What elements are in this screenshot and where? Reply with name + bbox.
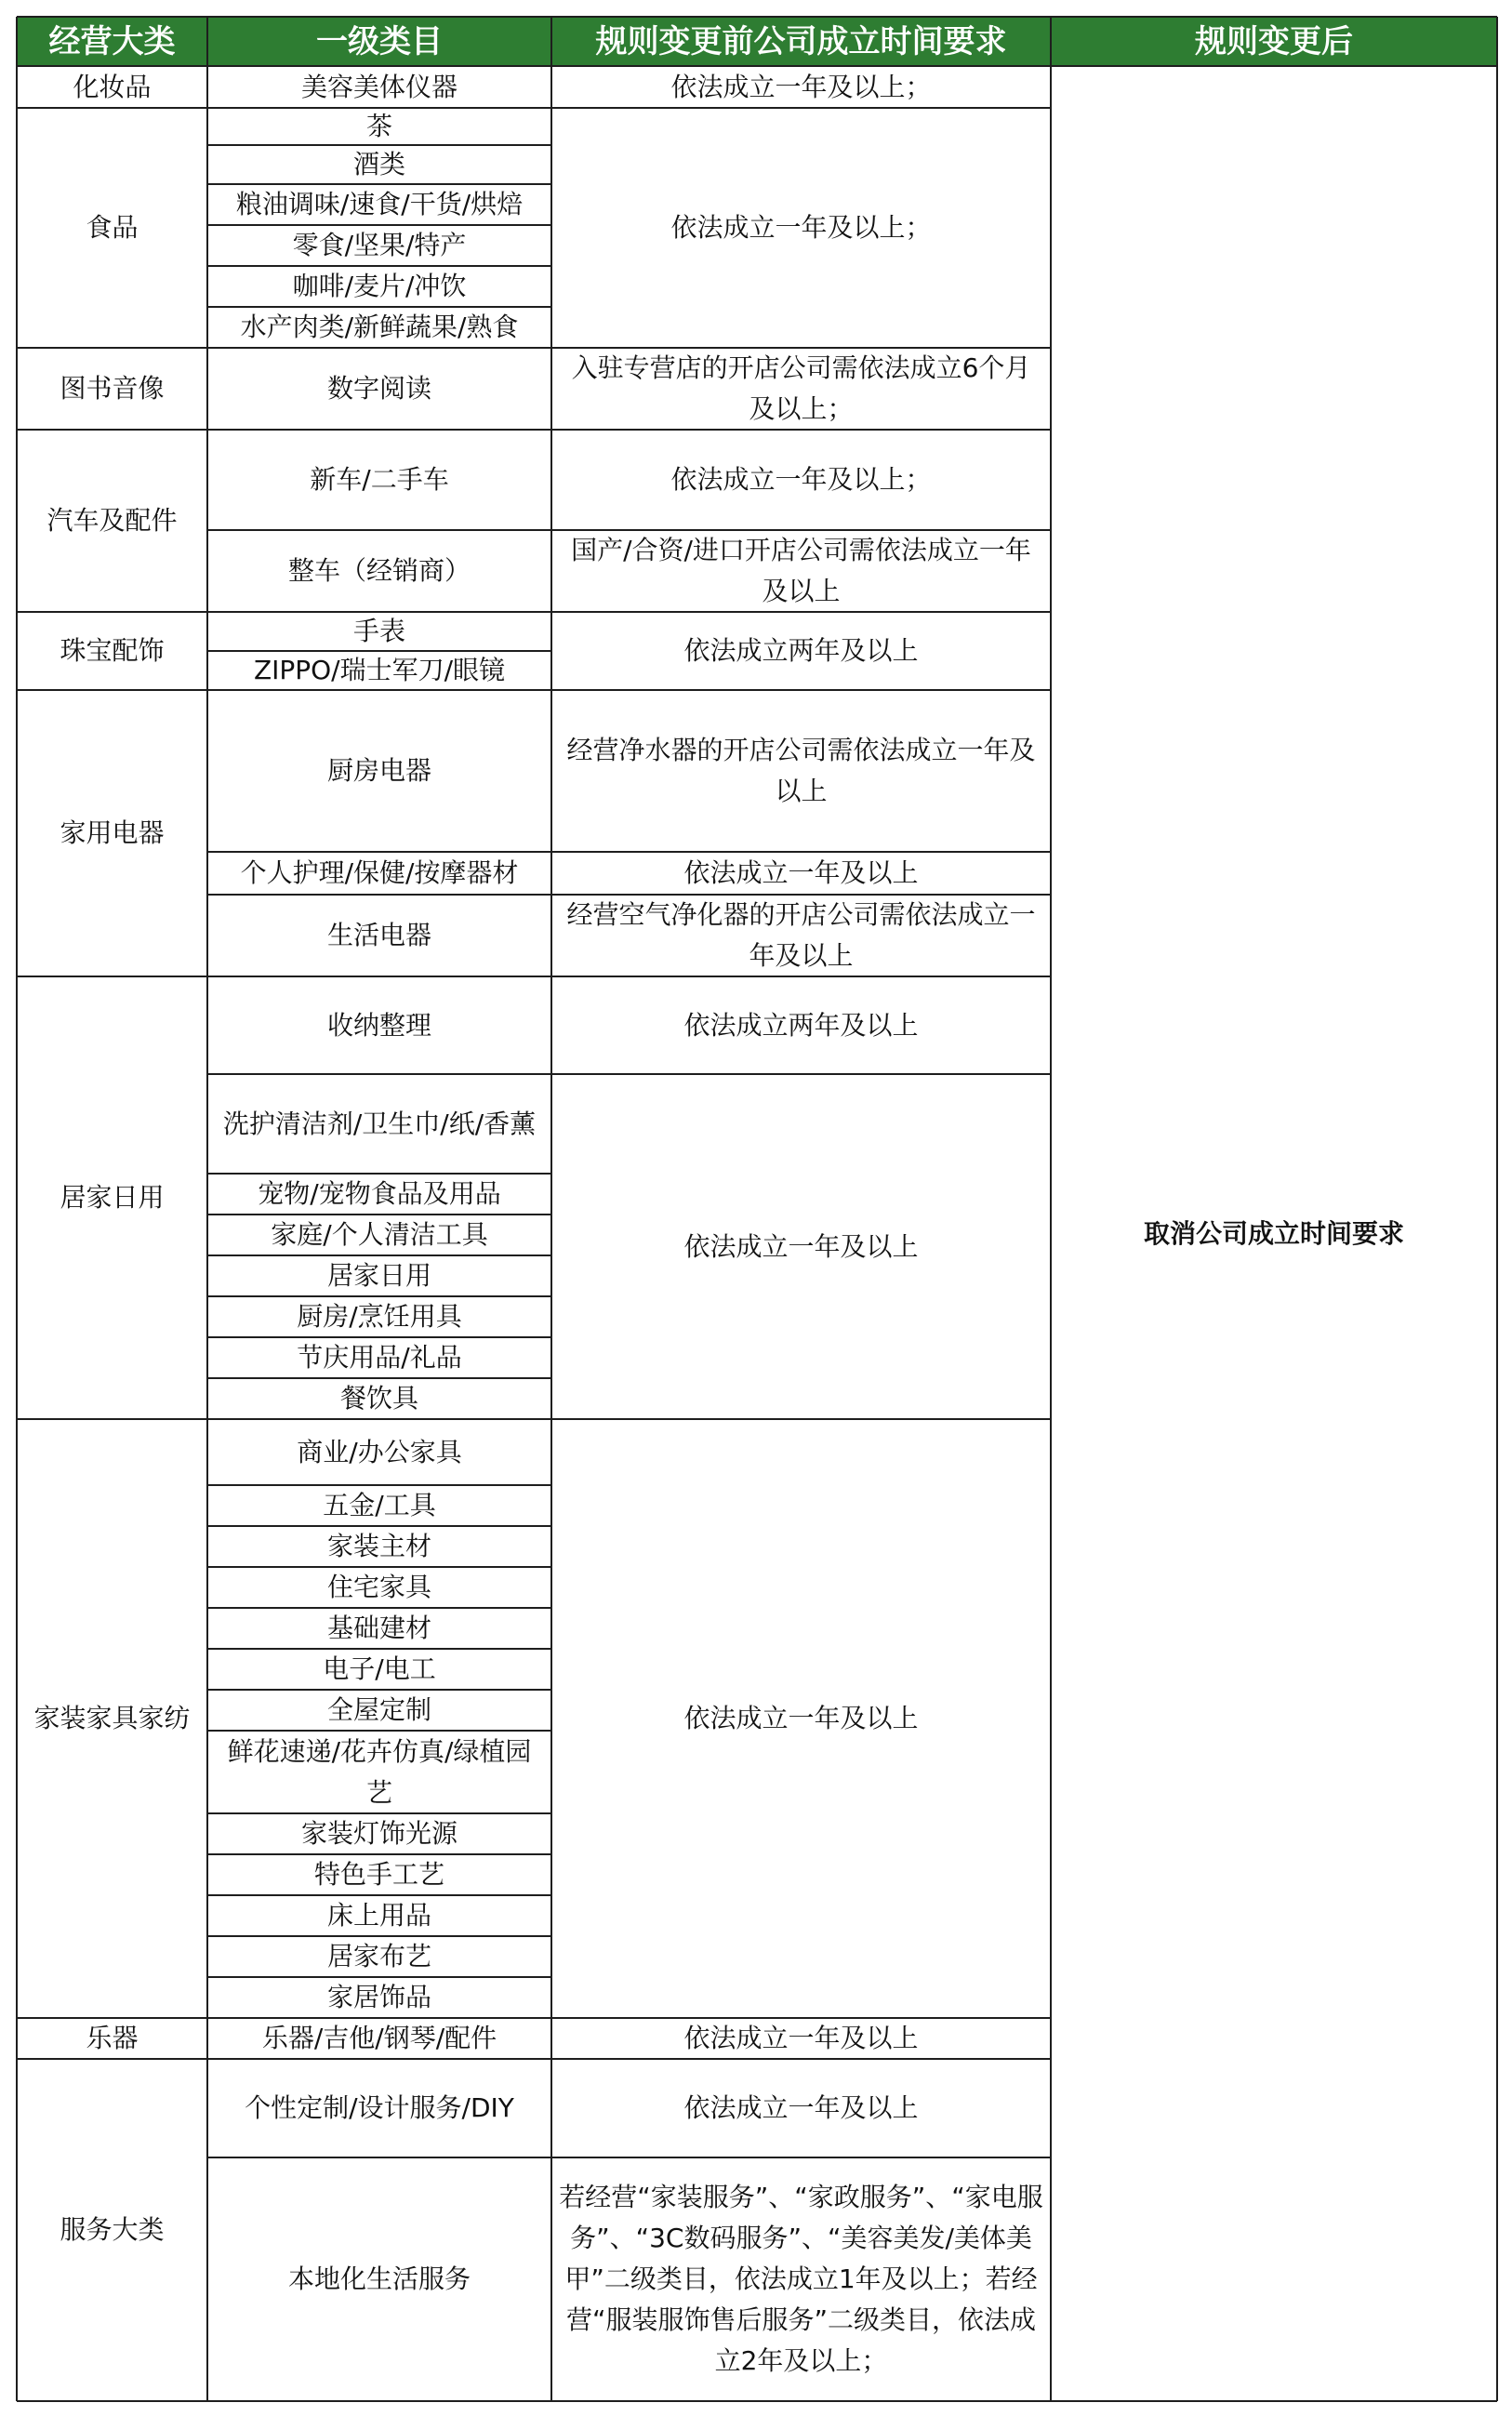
- grid-line-horizontal: [207, 1525, 551, 1527]
- grid-line-horizontal: [207, 1254, 551, 1256]
- category-cell: 家装家具家纺: [17, 1419, 207, 2018]
- level1-cell: 家居饰品: [207, 1977, 551, 2018]
- grid-line-horizontal: [207, 2400, 551, 2402]
- grid-line-horizontal: [207, 1976, 551, 1978]
- grid-line-horizontal: [207, 2017, 551, 2019]
- grid-line-horizontal: [551, 107, 1051, 109]
- level1-cell: 个性定制/设计服务/DIY: [207, 2059, 551, 2157]
- grid-line-horizontal: [207, 306, 551, 308]
- grid-line-horizontal: [207, 1073, 551, 1075]
- grid-line-horizontal: [17, 2400, 207, 2402]
- grid-line-horizontal: [551, 1073, 1051, 1075]
- grid-line-horizontal: [551, 347, 1051, 349]
- level1-cell: 床上用品: [207, 1895, 551, 1936]
- grid-line-horizontal: [551, 976, 1051, 977]
- requirement-before-cell: 依法成立一年及以上；: [551, 108, 1051, 348]
- grid-line-horizontal: [207, 650, 551, 652]
- level1-cell: 厨房/烹饪用具: [207, 1296, 551, 1337]
- grid-line-horizontal: [207, 1173, 551, 1175]
- grid-line-horizontal: [207, 1648, 551, 1650]
- requirement-before-cell: 入驻专营店的开店公司需依法成立6个月及以上；: [551, 348, 1051, 430]
- requirement-before-cell: 依法成立两年及以上: [551, 612, 1051, 690]
- grid-line-horizontal: [17, 347, 207, 349]
- requirement-before-cell: 经营空气净化器的开店公司需依法成立一年及以上: [551, 895, 1051, 976]
- grid-line-horizontal: [207, 851, 551, 853]
- grid-line-horizontal: [17, 107, 207, 109]
- level1-cell: 零食/坚果/特产: [207, 225, 551, 266]
- grid-line-horizontal: [207, 894, 551, 896]
- grid-line-horizontal: [207, 347, 551, 349]
- grid-line-vertical: [206, 17, 208, 2401]
- grid-line-horizontal: [207, 429, 551, 431]
- grid-line-horizontal: [207, 2058, 551, 2060]
- grid-line-horizontal: [17, 2017, 207, 2019]
- header-cell: 规则变更后: [1051, 17, 1497, 66]
- requirement-before-cell: 若经营“家装服务”、“家政服务”、“家电服务”、“3C数码服务”、“美容美发/美体美甲”二级类目，依法成立1年及以上；若经营“服装服饰售后服务”二级类目，依法成立2年及以上；: [551, 2157, 1051, 2401]
- header-cell: 经营大类: [17, 17, 207, 66]
- level1-cell: 家装灯饰光源: [207, 1813, 551, 1854]
- grid-line-horizontal: [207, 144, 551, 146]
- grid-line-vertical: [16, 17, 18, 2401]
- grid-line-vertical: [1050, 17, 1052, 2401]
- level1-cell: 茶: [207, 108, 551, 145]
- grid-line-horizontal: [207, 1853, 551, 1855]
- grid-line-horizontal: [17, 429, 207, 431]
- grid-line-horizontal: [207, 1935, 551, 1937]
- requirement-before-cell: 依法成立一年及以上: [551, 1074, 1051, 1419]
- grid-line-horizontal: [207, 183, 551, 185]
- level1-cell: 宠物/宠物食品及用品: [207, 1174, 551, 1215]
- level1-cell: 厨房电器: [207, 690, 551, 852]
- requirement-before-cell: 依法成立一年及以上: [551, 2018, 1051, 2059]
- grid-line-horizontal: [551, 2058, 1051, 2060]
- grid-line-horizontal: [207, 2157, 551, 2158]
- grid-line-horizontal: [207, 1377, 551, 1379]
- level1-cell: 节庆用品/礼品: [207, 1337, 551, 1378]
- grid-line-horizontal: [17, 689, 207, 691]
- grid-line-horizontal: [207, 107, 551, 109]
- level1-cell: 商业/办公家具: [207, 1419, 551, 1485]
- category-cell: 汽车及配件: [17, 430, 207, 612]
- grid-line-horizontal: [207, 1484, 551, 1486]
- grid-line-horizontal: [551, 689, 1051, 691]
- grid-line-horizontal: [207, 611, 551, 613]
- level1-cell: 手表: [207, 612, 551, 651]
- grid-line-horizontal: [207, 1689, 551, 1691]
- grid-line-vertical: [550, 17, 552, 2401]
- requirement-before-cell: 经营净水器的开店公司需依法成立一年及以上: [551, 690, 1051, 852]
- category-cell: 珠宝配饰: [17, 612, 207, 690]
- grid-line-horizontal: [551, 1418, 1051, 1420]
- level1-cell: 餐饮具: [207, 1378, 551, 1419]
- grid-line-horizontal: [207, 1812, 551, 1814]
- grid-line-horizontal: [207, 1214, 551, 1215]
- grid-line-horizontal: [17, 65, 1497, 67]
- header-cell: 一级类目: [207, 17, 551, 66]
- grid-line-horizontal: [207, 1418, 551, 1420]
- category-cell: 化妆品: [17, 66, 207, 108]
- level1-cell: 居家日用: [207, 1255, 551, 1296]
- grid-line-horizontal: [17, 611, 207, 613]
- grid-line-horizontal: [551, 2157, 1051, 2158]
- grid-line-horizontal: [207, 1336, 551, 1338]
- level1-cell: 特色手工艺: [207, 1854, 551, 1895]
- level1-cell: 美容美体仪器: [207, 66, 551, 108]
- level1-cell: 电子/电工: [207, 1649, 551, 1690]
- requirement-before-cell: 依法成立一年及以上: [551, 1419, 1051, 2018]
- grid-line-horizontal: [207, 689, 551, 691]
- grid-line-horizontal: [207, 529, 551, 531]
- requirement-before-cell: 依法成立一年及以上: [551, 852, 1051, 895]
- requirement-before-cell: 依法成立两年及以上: [551, 976, 1051, 1074]
- grid-line-horizontal: [551, 611, 1051, 613]
- grid-line-horizontal: [17, 976, 207, 977]
- grid-line-vertical: [1496, 17, 1498, 2401]
- level1-cell: 住宅家具: [207, 1567, 551, 1608]
- level1-cell: ZIPPO/瑞士军刀/眼镜: [207, 651, 551, 690]
- grid-line-horizontal: [207, 1295, 551, 1297]
- level1-cell: 全屋定制: [207, 1690, 551, 1731]
- level1-cell: 家庭/个人清洁工具: [207, 1215, 551, 1255]
- grid-line-horizontal: [207, 1566, 551, 1568]
- level1-cell: 家装主材: [207, 1526, 551, 1567]
- grid-line-horizontal: [551, 429, 1051, 431]
- level1-cell: 收纳整理: [207, 976, 551, 1074]
- level1-cell: 水产肉类/新鲜蔬果/熟食: [207, 307, 551, 348]
- header-cell: 规则变更前公司成立时间要求: [551, 17, 1051, 66]
- level1-cell: 咖啡/麦片/冲饮: [207, 266, 551, 307]
- category-cell: 食品: [17, 108, 207, 348]
- requirement-before-cell: 国产/合资/进口开店公司需依法成立一年及以上: [551, 530, 1051, 612]
- grid-line-horizontal: [207, 1894, 551, 1896]
- grid-line-horizontal: [551, 894, 1051, 896]
- grid-line-horizontal: [551, 851, 1051, 853]
- grid-line-horizontal: [551, 529, 1051, 531]
- level1-cell: 生活电器: [207, 895, 551, 976]
- level1-cell: 本地化生活服务: [207, 2157, 551, 2401]
- category-cell: 图书音像: [17, 348, 207, 430]
- requirement-after-cell: 取消公司成立时间要求: [1051, 66, 1497, 2401]
- requirement-before-cell: 依法成立一年及以上: [551, 2059, 1051, 2157]
- level1-cell: 整车（经销商）: [207, 530, 551, 612]
- level1-cell: 个人护理/保健/按摩器材: [207, 852, 551, 895]
- category-cell: 服务大类: [17, 2059, 207, 2401]
- level1-cell: 洗护清洁剂/卫生巾/纸/香薰: [207, 1074, 551, 1174]
- grid-line-horizontal: [207, 1730, 551, 1732]
- level1-cell: 五金/工具: [207, 1485, 551, 1526]
- level1-cell: 新车/二手车: [207, 430, 551, 530]
- grid-line-horizontal: [17, 1418, 207, 1420]
- level1-cell: 鲜花速递/花卉仿真/绿植园艺: [207, 1731, 551, 1813]
- grid-line-horizontal: [207, 1607, 551, 1609]
- grid-line-horizontal: [207, 976, 551, 977]
- level1-cell: 数字阅读: [207, 348, 551, 430]
- requirement-before-cell: 依法成立一年及以上；: [551, 430, 1051, 530]
- grid-line-horizontal: [551, 2400, 1051, 2402]
- level1-cell: 乐器/吉他/钢琴/配件: [207, 2018, 551, 2059]
- grid-line-horizontal: [17, 2058, 207, 2060]
- category-cell: 居家日用: [17, 976, 207, 1419]
- category-cell: 家用电器: [17, 690, 207, 976]
- category-cell: 乐器: [17, 2018, 207, 2059]
- level1-cell: 粮油调味/速食/干货/烘焙: [207, 184, 551, 225]
- level1-cell: 酒类: [207, 145, 551, 184]
- level1-cell: 居家布艺: [207, 1936, 551, 1977]
- level1-cell: 基础建材: [207, 1608, 551, 1649]
- grid-line-horizontal: [551, 2017, 1051, 2019]
- requirement-before-cell: 依法成立一年及以上；: [551, 66, 1051, 108]
- grid-line-horizontal: [17, 16, 1497, 18]
- grid-line-horizontal: [207, 265, 551, 267]
- grid-line-horizontal: [207, 224, 551, 226]
